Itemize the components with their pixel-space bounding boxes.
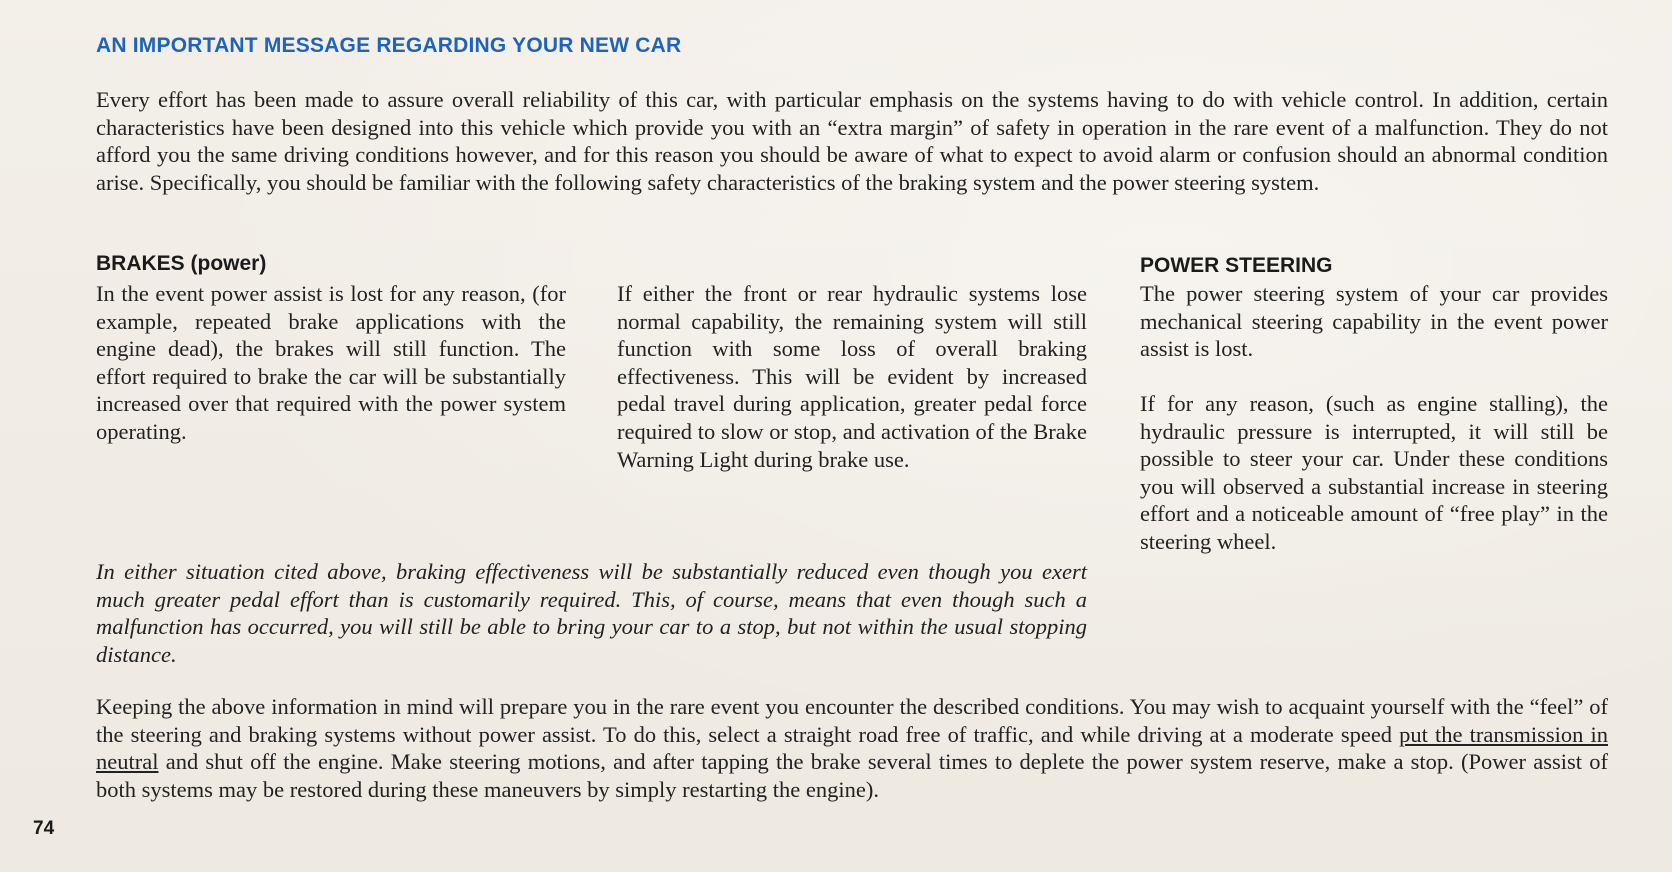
closing-text-end: and shut off the engine. Make steering motions, and after tapping the brake several times to deplete the power system reserve, make a stop. (Power assist of both systems may be restored during these maneuvers by simply restarting the engine).	[96, 749, 1608, 802]
power-steering-paragraph-1: The power steering system of your car provides mechanical steering capability in the event power assist is lost.	[1140, 281, 1608, 362]
closing-underlined-instruction: put the transmission in neutral	[96, 721, 1608, 775]
brakes-paragraph-1: In the event power assist is lost for any reason, (for example, repeated brake applications with the engine dead), the brakes will still function. The effort required to brake the car will be substantially increased over that required with the power system operating.	[96, 281, 566, 444]
power-steering-heading: POWER STEERING	[1140, 254, 1333, 277]
closing-text-start: Keeping the above information in mind will prepare you in the rare event you encounter the described conditions. You may wish to acquaint yourself with the “feel” of the steering and braking systems without power assist. To do this, select a straight road free of traffic, and while driving at a moderate speed	[96, 694, 1608, 747]
power-steering-paragraph-2: If for any reason, (such as engine stalling), the hydraulic pressure is interrupted, it will still be possible to steer your car. Under these conditions you will observed a substantial increase in steering effort and a noticeable amount of “free play” in the steering wheel.	[1140, 391, 1608, 554]
brakes-heading: BRAKES (power)	[96, 252, 267, 275]
page-number: 74	[33, 818, 55, 839]
intro-paragraph: Every effort has been made to assure overall reliability of this car, with particular emphasis on the systems having to do with vehicle control. In addition, certain characteristics have been designed into this vehicle which provide you with an “extra margin” of safety in operation in the rare event of a malfunction. They do not afford you the same driving conditions however, and for this reason you should be aware of what to expect to avoid alarm or confusion should an abnormal condition arise. Specifically, you should be familiar with the following safety characteristics of the braking system and the power steering system.	[96, 87, 1608, 195]
brakes-italic-note: In either situation cited above, braking effectiveness will be substantially reduced even though you exert much greater pedal effort than is customarily required. This, of course, means that even though such a malfunction has occurred, you will still be able to bring your car to a stop, but not within the usual stopping distance.	[96, 559, 1087, 667]
page-title: AN IMPORTANT MESSAGE REGARDING YOUR NEW CAR	[96, 34, 682, 57]
closing-paragraph	[96, 693, 1608, 803]
brakes-paragraph-2: If either the front or rear hydraulic systems lose normal capability, the remaining system will still function with some loss of overall braking effectiveness. This will be evident by increased pedal travel during application, greater pedal force required to slow or stop, and activation of the Brake Warning Light during brake use.	[617, 281, 1087, 472]
